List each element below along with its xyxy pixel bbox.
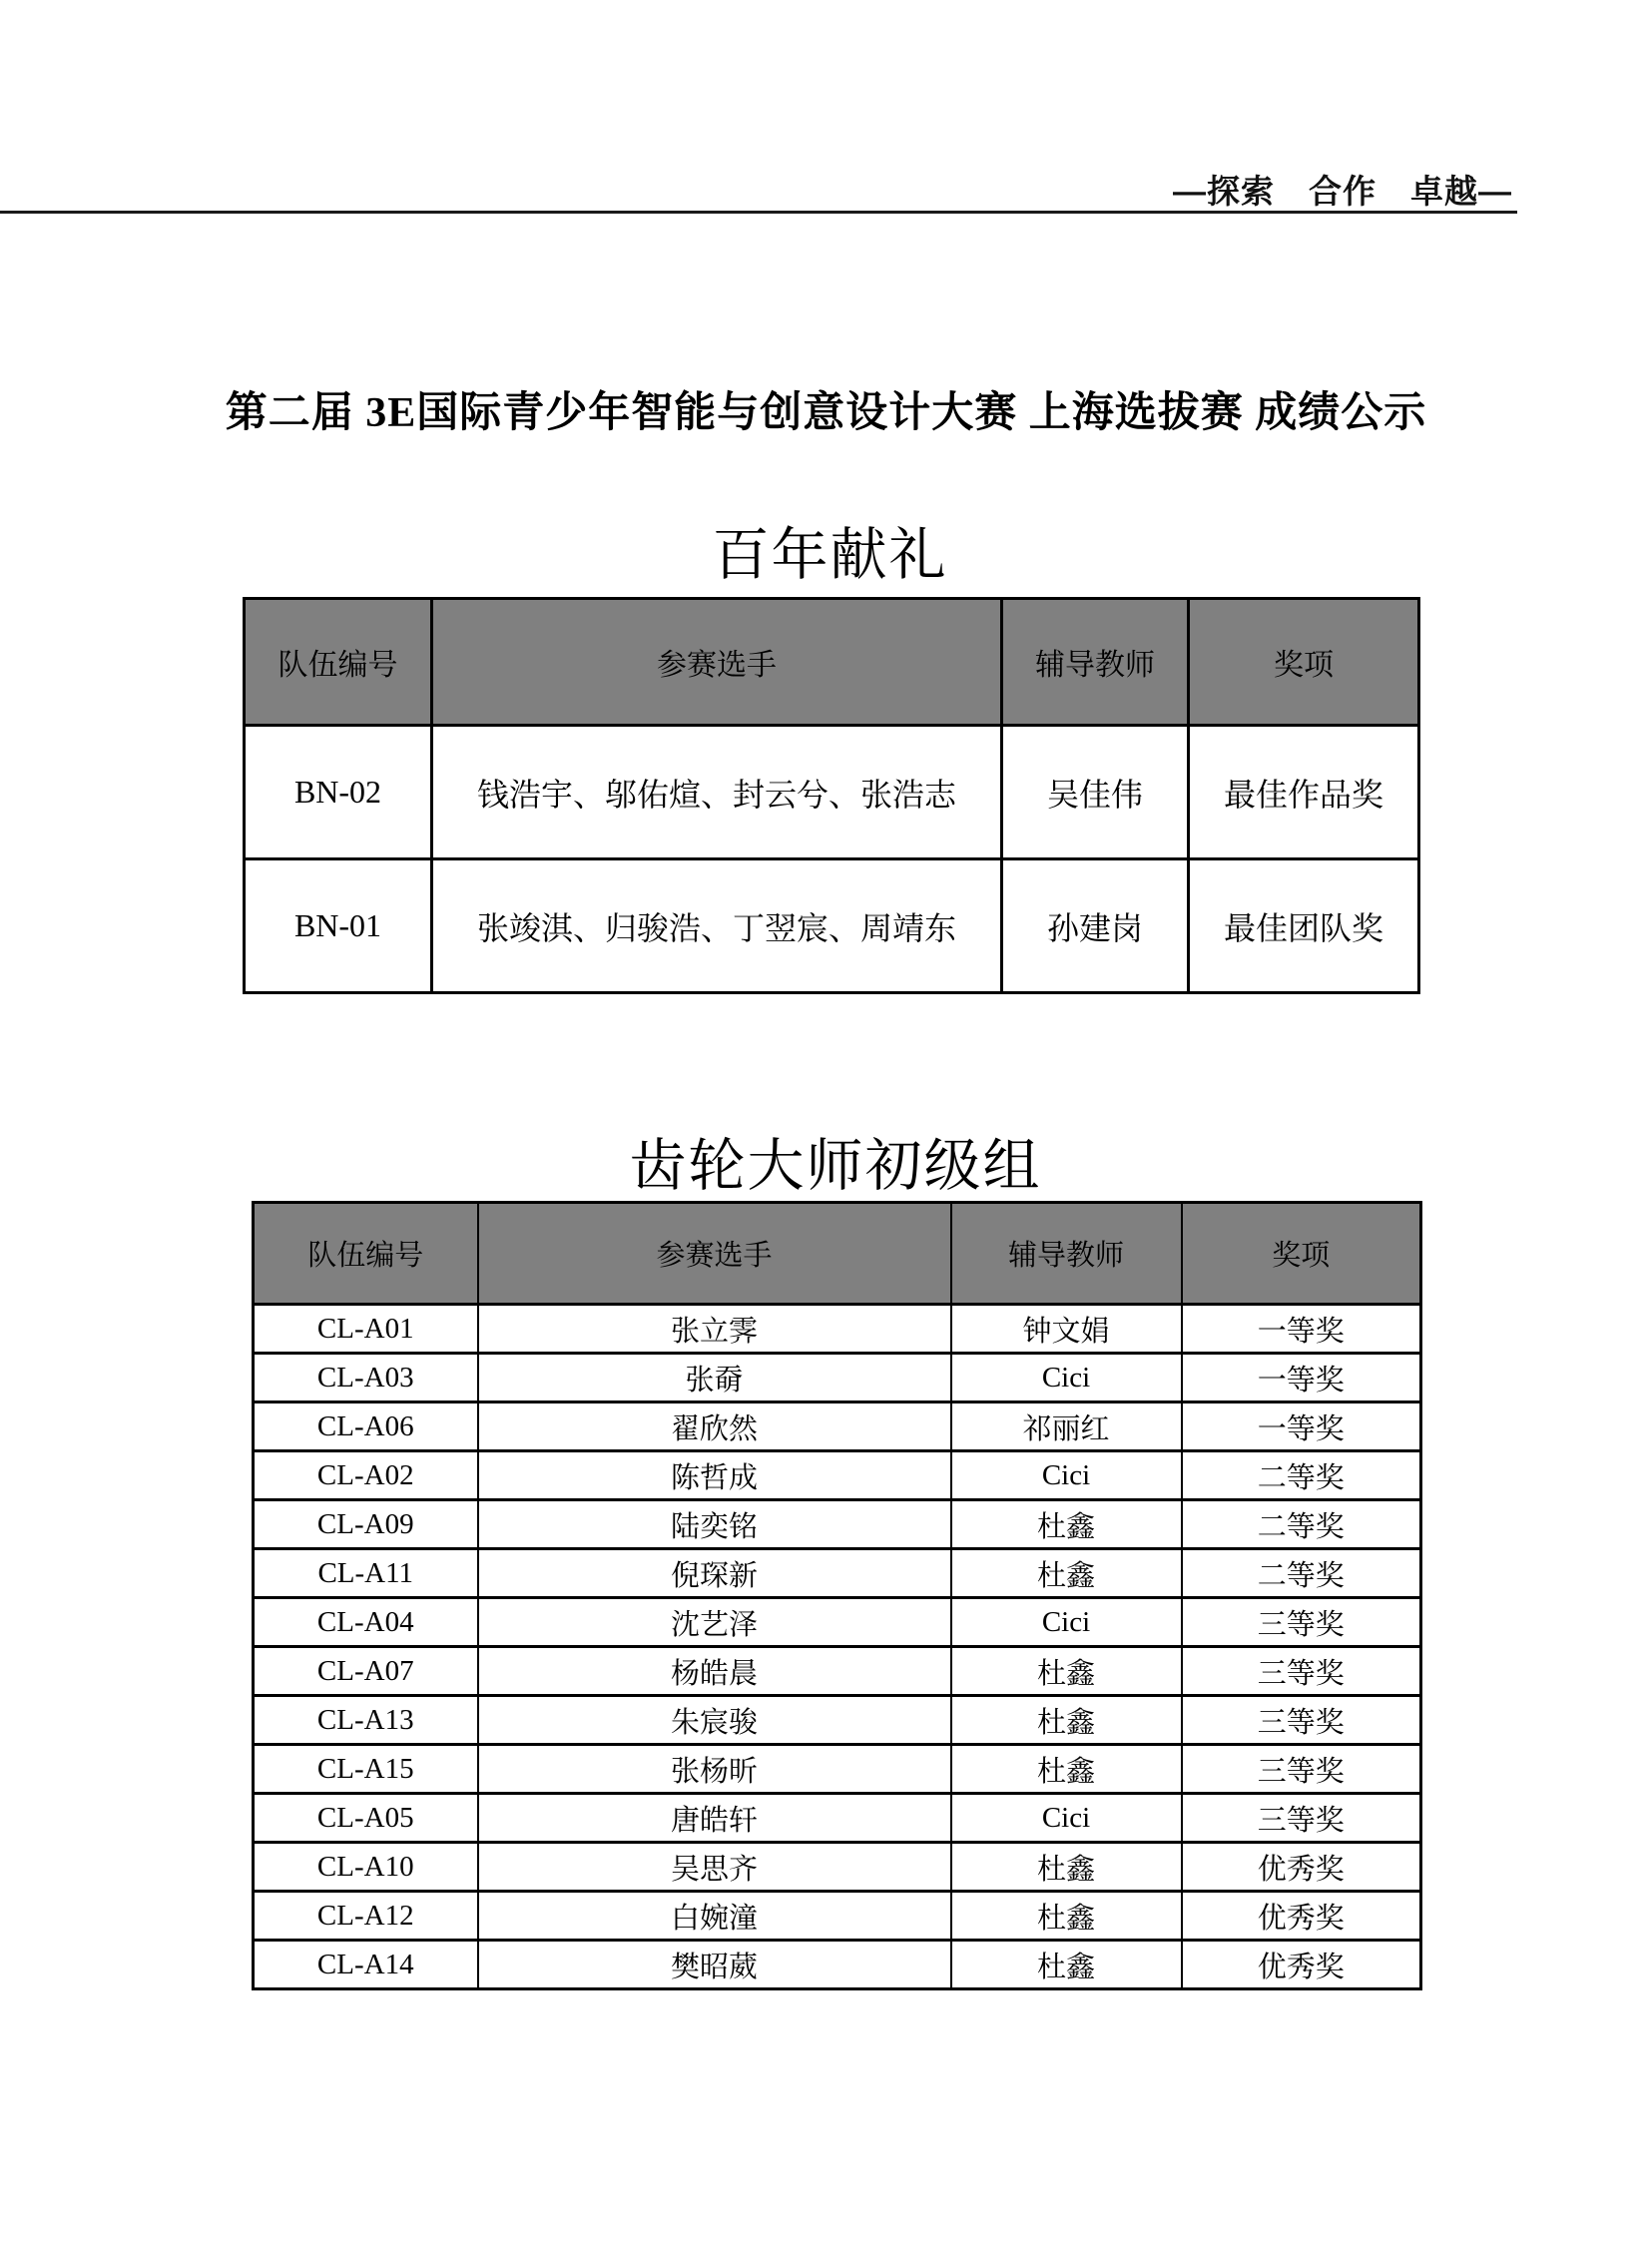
table-cell: 白婉潼 [478,1892,951,1941]
table-cell: 张杨昕 [478,1745,951,1794]
table-cell: 优秀奖 [1182,1892,1421,1941]
table-row [254,1843,1421,1892]
table-row [254,1549,1421,1598]
table-cell: 沈艺泽 [478,1598,951,1647]
table-row [254,1696,1421,1745]
column-header: 辅导教师 [951,1203,1182,1305]
table-cell: 优秀奖 [1182,1843,1421,1892]
column-header: 奖项 [1189,599,1419,726]
table-cell: 最佳作品奖 [1189,726,1419,859]
results-table-centennial-tribute [243,597,1420,994]
table-cell: 吴佳伟 [1002,726,1189,859]
table-cell: Cici [951,1794,1182,1843]
table-cell: BN-01 [245,859,432,993]
column-header: 参赛选手 [432,599,1002,726]
table-cell: CL-A14 [254,1941,478,1989]
table-cell: CL-A01 [254,1305,478,1354]
table-cell: 张竣淇、归骏浩、丁翌宸、周靖东 [432,859,1002,993]
results-table-gear-master-junior [252,1201,1422,1990]
table-cell: 唐皓轩 [478,1794,951,1843]
table-cell: 一等奖 [1182,1305,1421,1354]
table-cell: 杜鑫 [951,1892,1182,1941]
table-cell: 陈哲成 [478,1451,951,1500]
table-cell: CL-A15 [254,1745,478,1794]
table-cell: CL-A09 [254,1500,478,1549]
table-cell: 三等奖 [1182,1598,1421,1647]
table-cell: 张奣 [478,1354,951,1402]
table-cell: CL-A11 [254,1549,478,1598]
table-cell: 二等奖 [1182,1549,1421,1598]
table-cell: 朱宸骏 [478,1696,951,1745]
header-rule [0,211,1517,214]
table-cell: 杜鑫 [951,1647,1182,1696]
table-cell: 杜鑫 [951,1941,1182,1989]
column-header: 辅导教师 [1002,599,1189,726]
table-row [245,859,1419,993]
table-cell: 三等奖 [1182,1647,1421,1696]
table-cell: Cici [951,1354,1182,1402]
table-row [254,1402,1421,1451]
header-row [254,1203,1421,1305]
table-row [254,1598,1421,1647]
column-header: 参赛选手 [478,1203,951,1305]
table-row [245,726,1419,859]
table-row [254,1305,1421,1354]
table-cell: 杜鑫 [951,1549,1182,1598]
table-cell: 二等奖 [1182,1500,1421,1549]
table-cell: CL-A07 [254,1647,478,1696]
table-cell: 杜鑫 [951,1500,1182,1549]
table-row [254,1892,1421,1941]
document-title: 第二届 3E国际青少年智能与创意设计大赛 上海选拔赛 成绩公示 [225,390,1427,436]
table-cell: 杜鑫 [951,1696,1182,1745]
table-cell: 陆奕铭 [478,1500,951,1549]
table-cell: 最佳团队奖 [1189,859,1419,993]
table-cell: 钱浩宇、邬佑煊、封云兮、张浩志 [432,726,1002,859]
table-cell: 三等奖 [1182,1696,1421,1745]
section-title-centennial-tribute: 百年献礼 [712,524,948,587]
table-cell: 孙建岗 [1002,859,1189,993]
table-row [254,1745,1421,1794]
table-cell: 樊昭葳 [478,1941,951,1989]
table-cell: CL-A12 [254,1892,478,1941]
table-cell: CL-A04 [254,1598,478,1647]
column-header: 队伍编号 [254,1203,478,1305]
table-cell: 翟欣然 [478,1402,951,1451]
table-cell: 杜鑫 [951,1745,1182,1794]
section-title-gear-master-junior: 齿轮大师初级组 [629,1135,1042,1198]
table-cell: 三等奖 [1182,1745,1421,1794]
header-row [245,599,1419,726]
table-row [254,1794,1421,1843]
table-cell: CL-A13 [254,1696,478,1745]
table-cell: Cici [951,1598,1182,1647]
table-cell: 钟文娟 [951,1305,1182,1354]
table-row [254,1941,1421,1989]
table-row [254,1451,1421,1500]
table-cell: BN-02 [245,726,432,859]
table-row [254,1647,1421,1696]
table-cell: 杨皓晨 [478,1647,951,1696]
table-row [254,1500,1421,1549]
table-cell: 优秀奖 [1182,1941,1421,1989]
table-cell: CL-A03 [254,1354,478,1402]
table-cell: 倪琛新 [478,1549,951,1598]
table-cell: Cici [951,1451,1182,1500]
column-header: 奖项 [1182,1203,1421,1305]
table-row [254,1354,1421,1402]
header-slogan: —探索 合作 卓越— [1173,173,1512,210]
table-cell: CL-A05 [254,1794,478,1843]
table-cell: 张立霁 [478,1305,951,1354]
table-cell: CL-A06 [254,1402,478,1451]
table-cell: 吴思齐 [478,1843,951,1892]
table-cell: CL-A10 [254,1843,478,1892]
table-cell: 一等奖 [1182,1402,1421,1451]
table-cell: 祁丽红 [951,1402,1182,1451]
column-header: 队伍编号 [245,599,432,726]
table-cell: 三等奖 [1182,1794,1421,1843]
table-cell: CL-A02 [254,1451,478,1500]
table-cell: 二等奖 [1182,1451,1421,1500]
table-cell: 一等奖 [1182,1354,1421,1402]
table-cell: 杜鑫 [951,1843,1182,1892]
